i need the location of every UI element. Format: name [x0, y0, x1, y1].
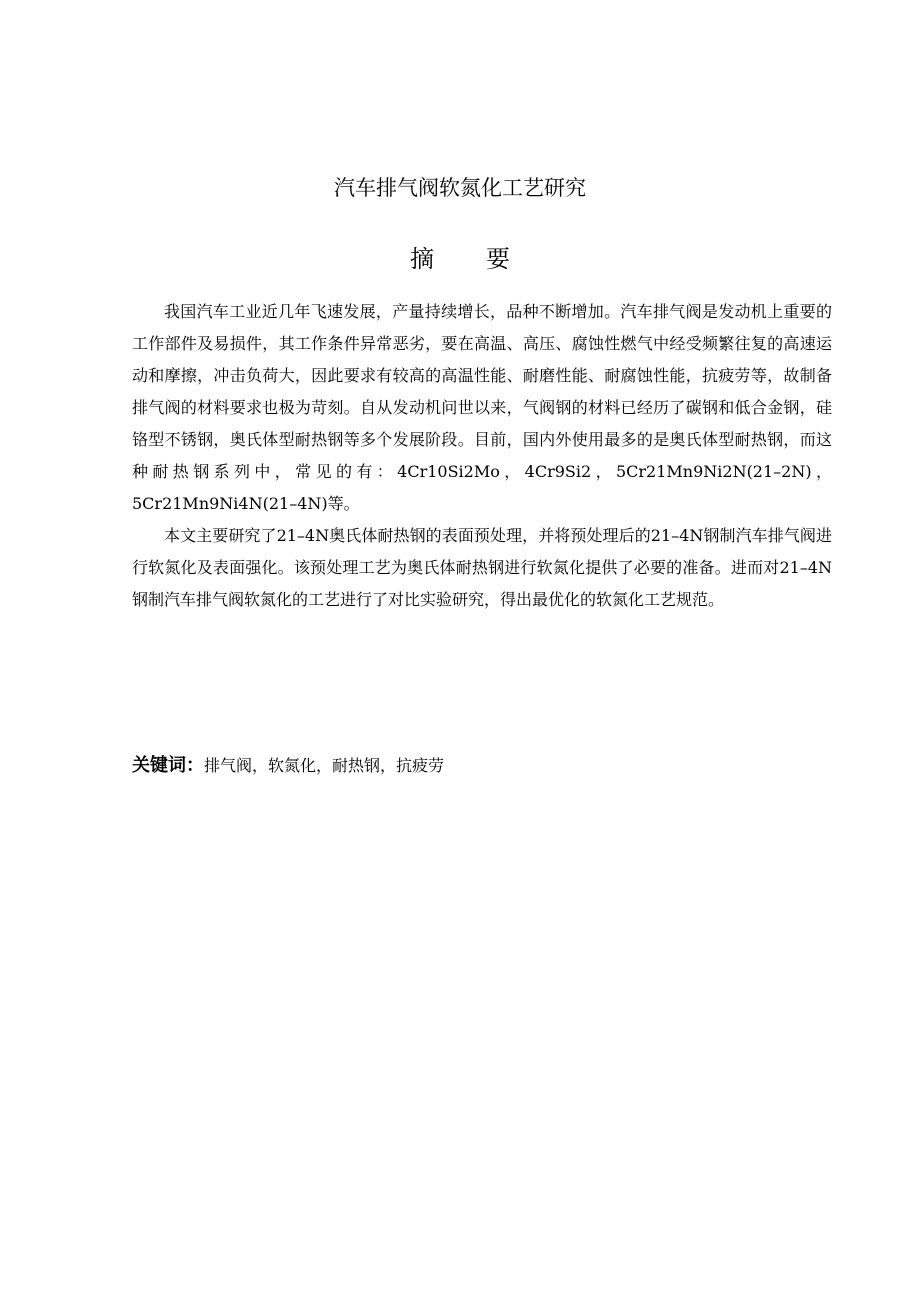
- abstract-heading: [0, 243, 920, 275]
- abstract-paragraph-1: 我国汽车工业近几年飞速发展，产量持续增长，品种不断增加。汽车排气阀是发动机上重要的工作部件及易损件，其工作条件异常恶劣，要在高温、高压、腐蚀性燃气中经受频繁往复的高速运动和摩擦，冲击负荷大，因此要求有较高的高温性能、耐磨性能、耐腐蚀性能，抗疲劳等，故制备排气阀的材料要求也极为苛刻。自从发动机问世以来，气阀钢的材料已经历了碳钢和低合金钢，硅铬型不锈钢，奥氏体型耐热钢等多个发展阶段。目前，国内外使用最多的是奥氏体型耐热钢，而这种耐热钢系列中，常见的有：4Cr10Si2Mo，4Cr9Si2，5Cr21Mn9Ni2N(21–2N)，5Cr21Mn9Ni4N(21–4N)等。: [132, 302, 832, 513]
- keywords-list: 排气阀，软氮化，耐热钢，抗疲劳: [204, 756, 445, 775]
- abstract-heading-char-1: 摘: [410, 245, 434, 273]
- abstract-heading-char-2: 要: [486, 245, 510, 273]
- keywords-line: [132, 752, 832, 780]
- abstract-paragraph-2: 本文主要研究了21–4N奥氏体耐热钢的表面预处理，并将预处理后的21–4N钢制汽车排气阀进行软氮化及表面强化。该预处理工艺为奥氏体耐热钢进行软氮化提供了必要的准备。进而对21–4N钢制汽车排气阀软氮化的工艺进行了对比实验研究，得出最优化的软氮化工艺规范。: [132, 526, 832, 609]
- document-title: 汽车排气阀软氮化工艺研究: [334, 176, 586, 200]
- keywords-label: 关键词：: [132, 755, 204, 776]
- abstract-body: [132, 296, 832, 616]
